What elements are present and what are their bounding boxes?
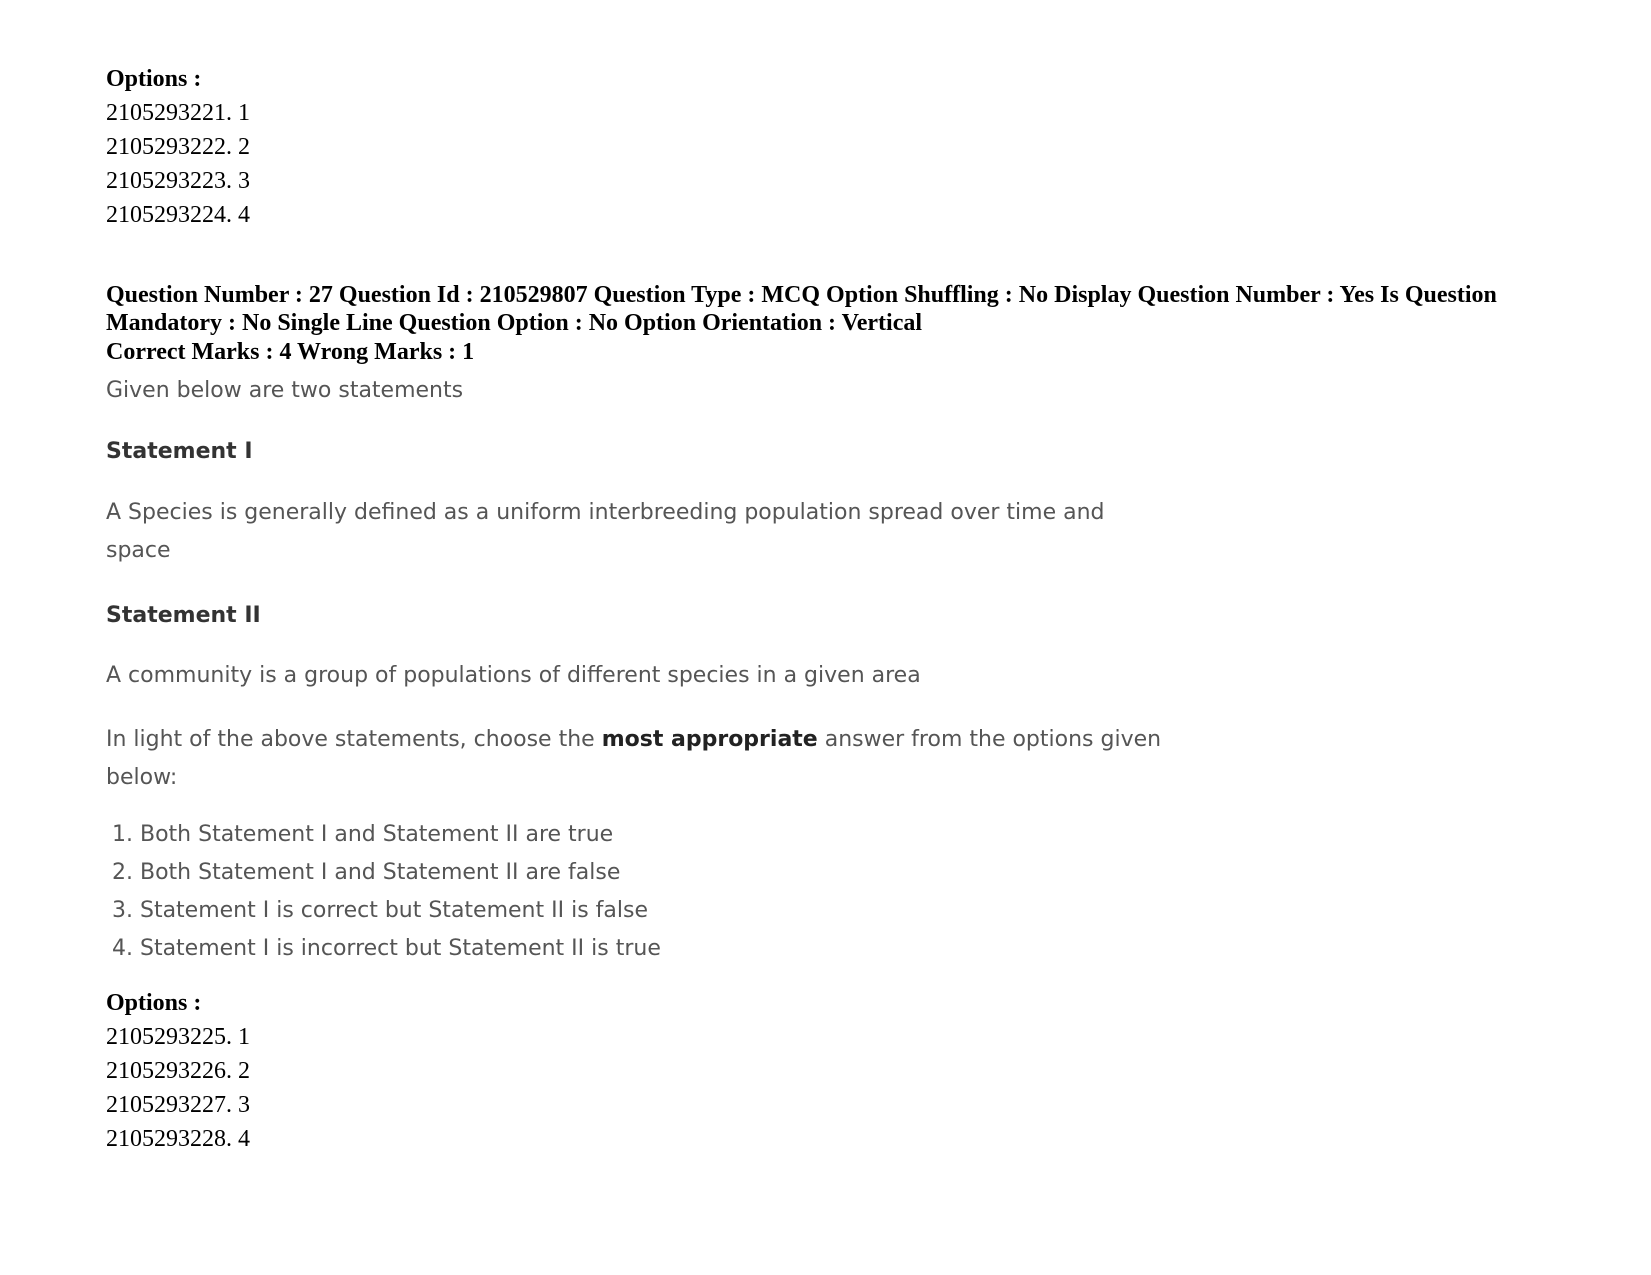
statement-1-heading: Statement I bbox=[106, 439, 253, 464]
choice-item: 4. Statement I is incorrect but Statement II is true bbox=[112, 936, 661, 961]
option-id: 2105293228. 4 bbox=[106, 1126, 250, 1152]
bottom-options bbox=[106, 986, 250, 1156]
statement-2-text: A community is a group of populations of different species in a given area bbox=[106, 663, 921, 688]
choice-item: 3. Statement I is correct but Statement II is false bbox=[112, 898, 648, 923]
statement-2-heading: Statement II bbox=[106, 603, 261, 628]
question-intro: Given below are two statements bbox=[106, 378, 464, 403]
options-label: Options : bbox=[106, 66, 202, 92]
top-options bbox=[106, 62, 250, 232]
choice-list bbox=[112, 816, 661, 968]
instruction-emphasis: most appropriate bbox=[601, 727, 818, 752]
instruction-pre: In light of the above statements, choose the bbox=[106, 727, 602, 752]
option-id: 2105293222. 2 bbox=[106, 134, 250, 160]
option-id: 2105293225. 1 bbox=[106, 1024, 250, 1050]
instruction-line-2: below: bbox=[106, 765, 178, 790]
instruction-line-1 bbox=[106, 721, 1161, 759]
option-id: 2105293224. 4 bbox=[106, 202, 250, 228]
statement-1-line: space bbox=[106, 538, 171, 563]
option-id: 2105293223. 3 bbox=[106, 168, 250, 194]
instruction-post: answer from the options given bbox=[817, 727, 1162, 752]
options-label: Options : bbox=[106, 990, 202, 1016]
question-meta: Question Number : 27 Question Id : 210529807 Question Type : MCQ Option Shuffling : No Display Question Number : Yes Is Question Mandatory : No Single Line Question Option : No Option Orientation : Vertical bbox=[106, 282, 1497, 336]
option-id: 2105293227. 3 bbox=[106, 1092, 250, 1118]
instruction bbox=[106, 721, 1161, 797]
choice-item: 1. Both Statement I and Statement II are true bbox=[112, 822, 614, 847]
statement-1-text bbox=[106, 494, 1105, 570]
option-id: 2105293226. 2 bbox=[106, 1058, 250, 1084]
option-id: 2105293221. 1 bbox=[106, 100, 250, 126]
statement-1-line: A Species is generally defined as a uniform interbreeding population spread over time and bbox=[106, 500, 1105, 525]
marks-line: Correct Marks : 4 Wrong Marks : 1 bbox=[106, 339, 475, 365]
choice-item: 2. Both Statement I and Statement II are false bbox=[112, 860, 621, 885]
